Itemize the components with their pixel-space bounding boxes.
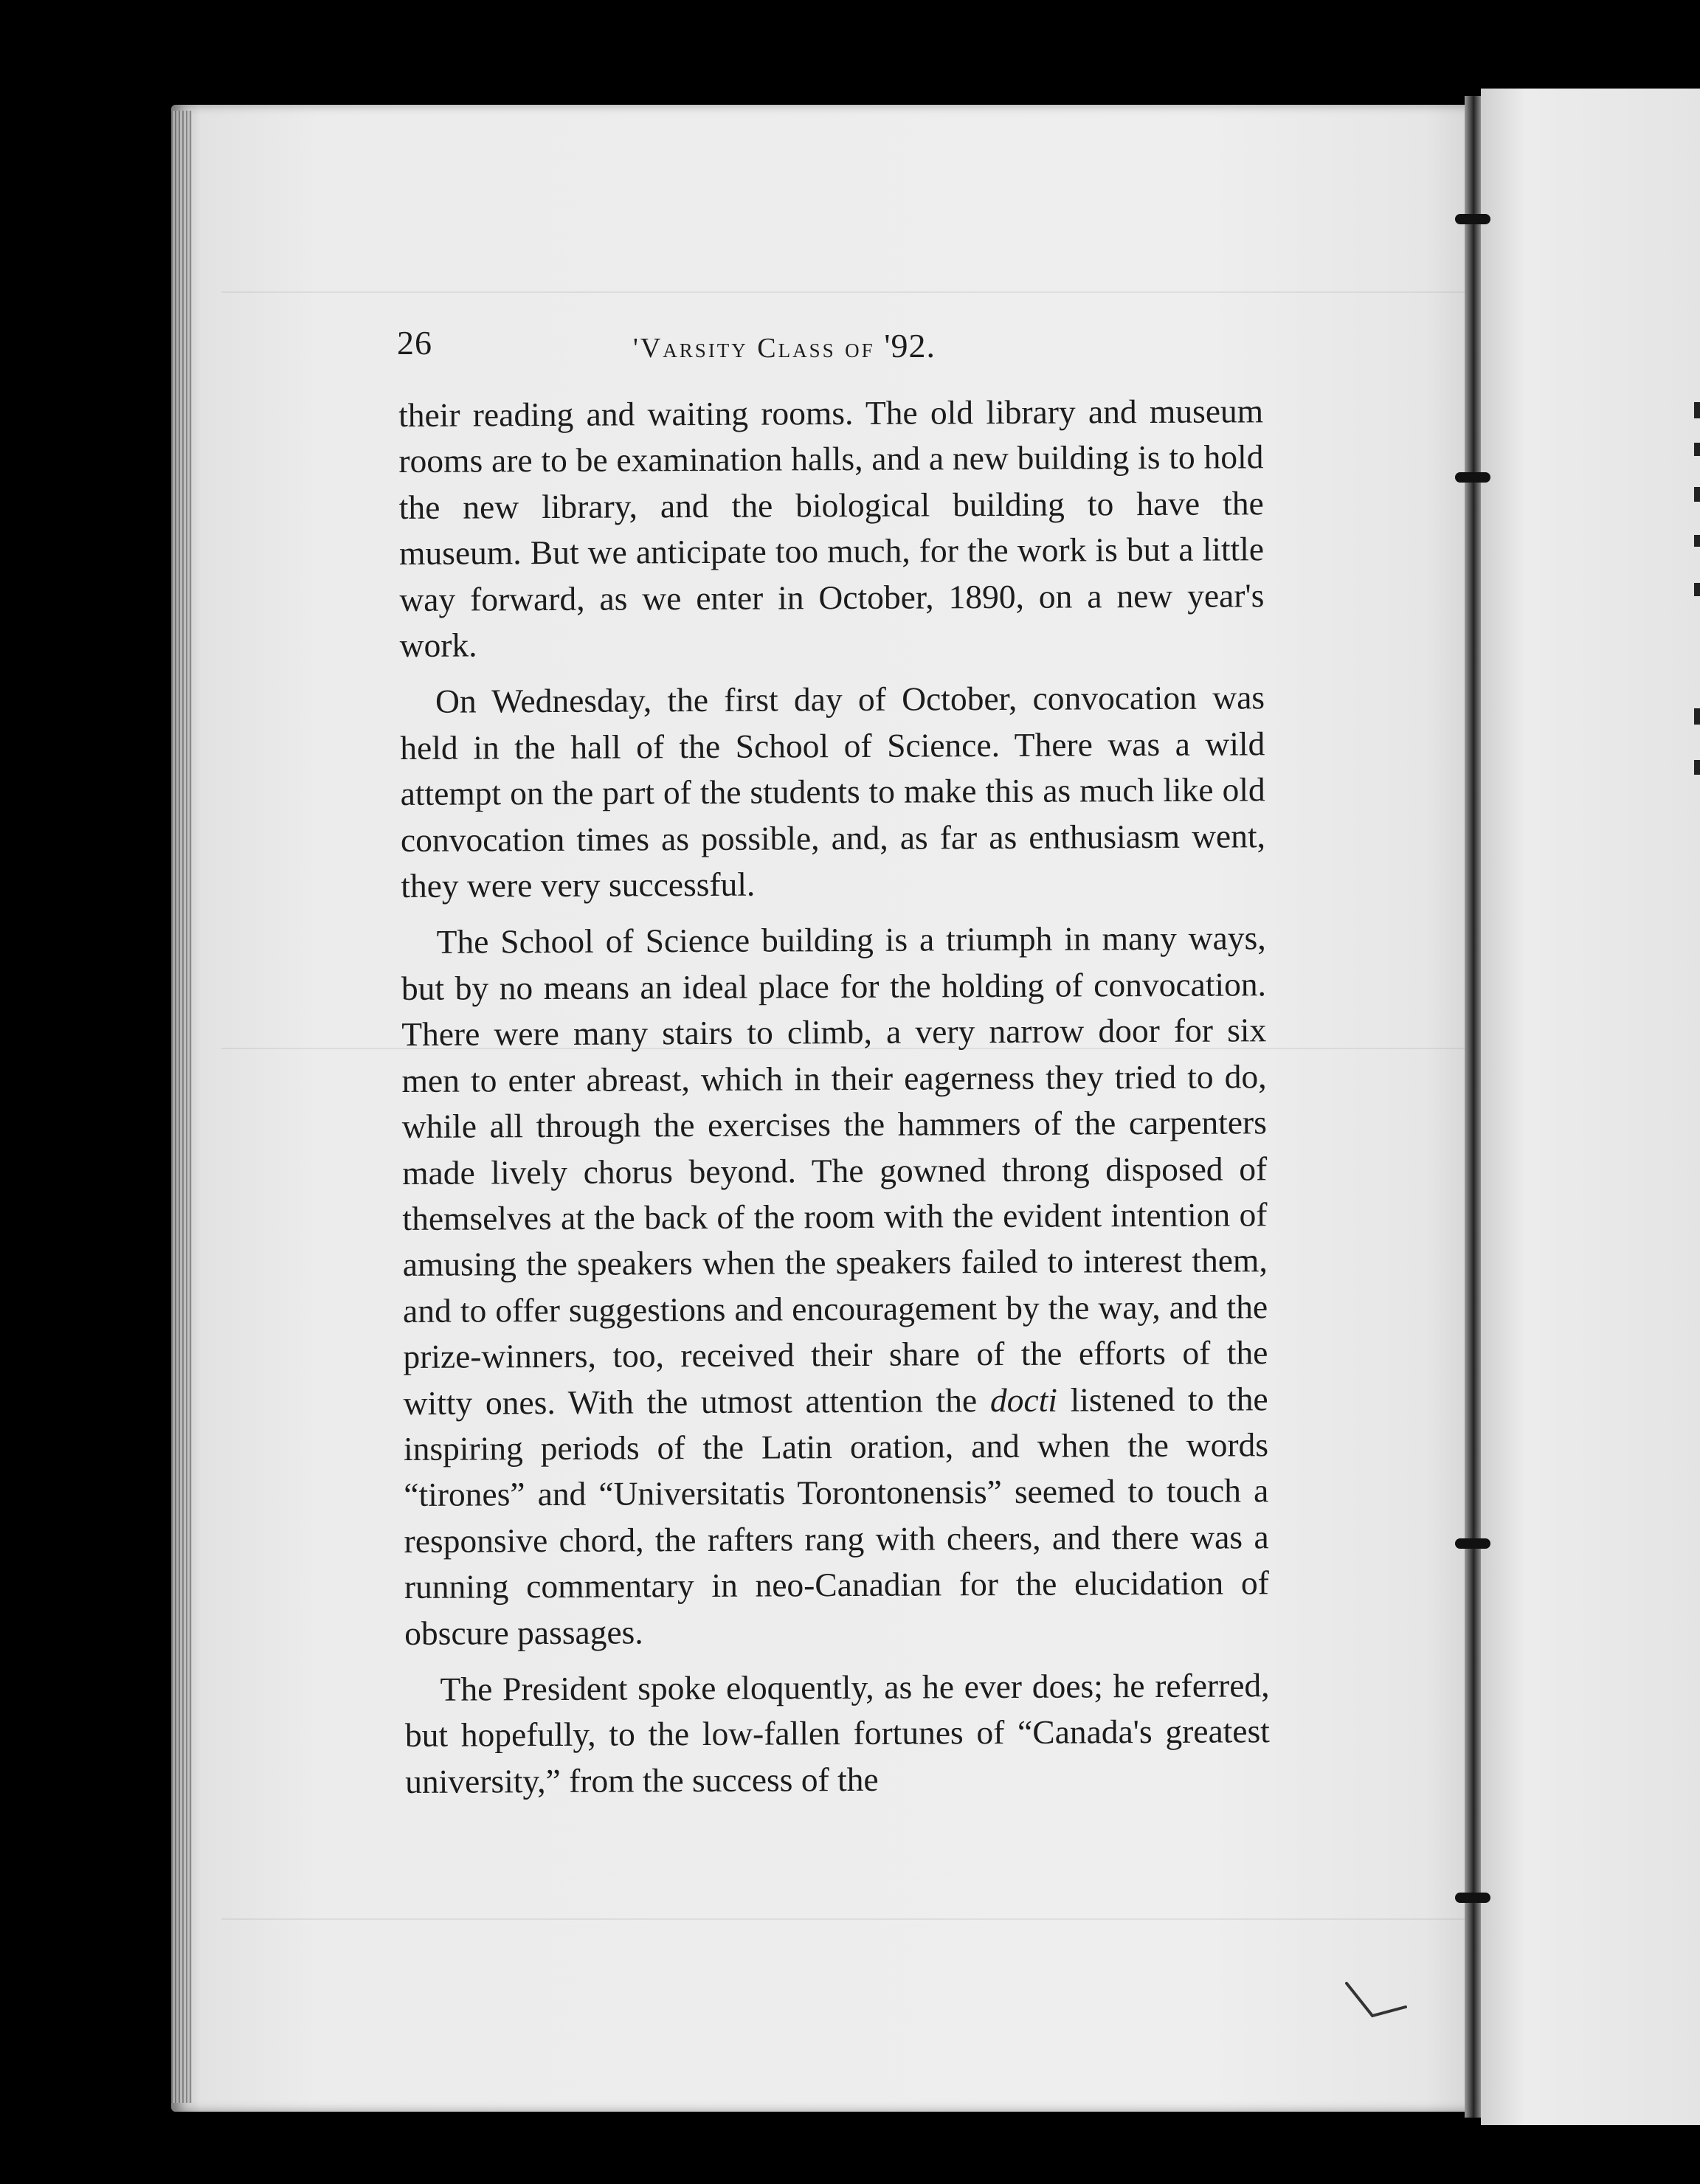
paper-crease (221, 1918, 1476, 1920)
page-header (397, 323, 1268, 375)
page-body (398, 388, 1270, 1815)
paragraph-text: listened to the inspiring periods of the Latin oration, and when the words “tirones” and “Universitatis Torontonensis” seemed to touch a responsive chord, the rafters rang with cheers, and there was a running commentary in neo-Canadian for the elucidation of obscure passages. (403, 1379, 1270, 1652)
book-gutter (1465, 96, 1481, 2118)
paragraph: their reading and waiting rooms. The old library and museum rooms are to be examination halls, and a new building is to hold the new library, and the biological building to have the museum. But we anticipate too much, for the work is but a little way forward, as we enter in October, 1890, on a new year's work. (398, 392, 1265, 665)
binding-stitch (1455, 472, 1490, 483)
right-page-sliver (1481, 89, 1700, 2125)
paragraph: On Wednesday, the first day of October, convocation was held in the hall of the School of Science. There was a wild attempt on the part of the students to make this as much like old convocation times as possible, and, as far as enthusiasm went, they were very successful. (400, 678, 1266, 905)
running-head (633, 326, 936, 365)
running-head-title: 'Varsity Class of (633, 333, 885, 364)
page-stack-edge (171, 111, 192, 2103)
pencil-mark (1343, 1977, 1409, 2022)
binding-stitch (1455, 214, 1490, 224)
paragraph-text: The School of Science building is a triumph in many ways, but by no means an ideal place for the holding of convocation. There were many stairs to climb, a very narrow door for six men to enter abreast, which in their eagerness they tried to do, while all through the exercises the hammers of the carpenters made lively chorus beyond. The gowned throng disposed of themselves at the back of the room with the evident intention of amusing the speakers when the speakers failed to interest them, and to offer suggestions and encouragement by the way, and the prize-winners, too, received their share of the efforts of the witty ones. With the utmost attention the (401, 919, 1268, 1422)
paper-crease (221, 291, 1476, 293)
italic-word: docti (989, 1380, 1058, 1419)
binding-stitch (1455, 1893, 1490, 1903)
paragraph: The President spoke eloquently, as he ever does; he referred, but hopefully, to the low-fallen fortunes of “Canada's greatest university,” from the success of the (404, 1666, 1271, 1800)
binding-stitch (1455, 1538, 1490, 1549)
page-number: 26 (397, 324, 432, 362)
paragraph (401, 916, 1269, 1656)
running-head-year: '92. (884, 327, 936, 364)
